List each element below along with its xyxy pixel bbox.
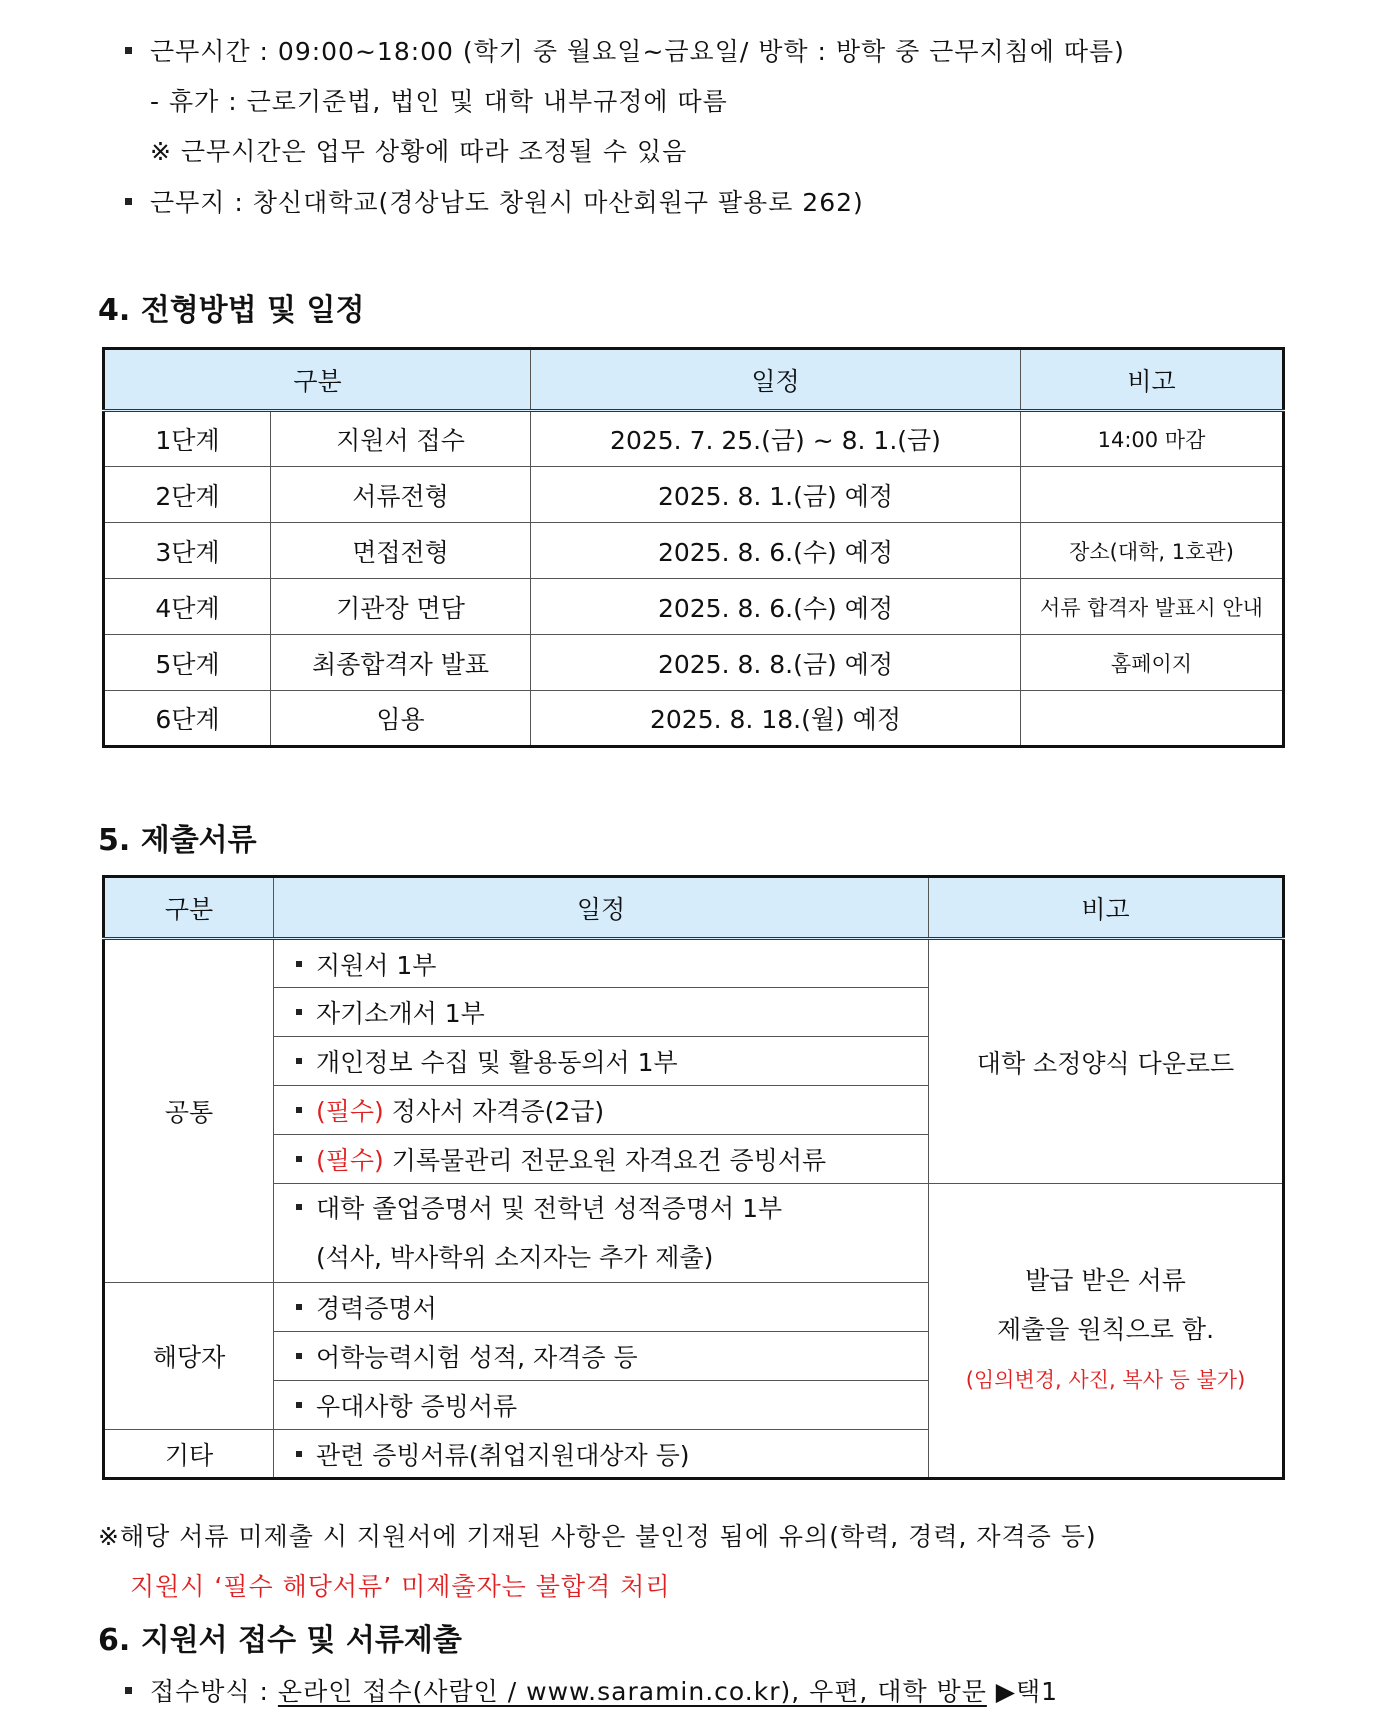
documents-table	[102, 875, 1285, 1480]
work-hours-note: ※ 근무시간은 업무 상황에 따라 조정될 수 있음	[150, 137, 688, 166]
table-row	[104, 467, 1284, 523]
bullet-icon	[125, 47, 132, 54]
doc-item: 개인정보 수집 및 활용동의서 1부	[274, 1037, 929, 1086]
bullet-icon	[296, 1304, 302, 1310]
note-download: 대학 소정양식 다운로드	[929, 939, 1284, 1184]
doc-item: 지원서 1부	[274, 939, 929, 988]
bullet-icon	[296, 1204, 302, 1210]
stage-name-cell: 임용	[271, 691, 531, 747]
doc-item: 관련 증빙서류(취업지원대상자 등)	[274, 1430, 929, 1479]
category-other: 기타	[104, 1430, 274, 1479]
doc-item: (필수) 정사서 자격증(2급)	[274, 1086, 929, 1135]
doc-item: (필수) 기록물관리 전문요원 자격요건 증빙서류	[274, 1135, 929, 1184]
table-row	[104, 411, 1284, 467]
stage-name-cell: 서류전형	[271, 467, 531, 523]
stage-name-cell: 지원서 접수	[271, 411, 531, 467]
bullet-icon	[296, 1107, 302, 1113]
doc-item: 자기소개서 1부	[274, 988, 929, 1037]
doc-item: 대학 졸업증명서 및 전학년 성적증명서 1부 (석사, 박사학위 소지자는 추가 제출)	[274, 1184, 929, 1283]
date-cell: 2025. 8. 6.(수) 예정	[531, 523, 1021, 579]
vacation-line: - 휴가 : 근로기준법, 법인 및 대학 내부규정에 따름	[150, 87, 728, 116]
section5-title: 5. 제출서류	[98, 823, 257, 858]
category-common: 공통	[104, 939, 274, 1283]
stage-cell: 3단계	[104, 523, 271, 579]
docs-header-items: 일정	[274, 877, 929, 939]
schedule-table	[102, 347, 1285, 748]
note-issued: 발급 받은 서류 제출을 원칙으로 함. (임의변경, 사진, 복사 등 불가)	[929, 1184, 1284, 1479]
table-row	[104, 635, 1284, 691]
category-applicable: 해당자	[104, 1283, 274, 1430]
note-cell	[1021, 467, 1284, 523]
schedule-header-category: 구분	[104, 349, 531, 411]
documents-footnote: ※해당 서류 미제출 시 지원서에 기재된 사항은 불인정 됨에 유의(학력, 경력, 자격증 등)	[98, 1522, 1097, 1551]
table-row	[104, 579, 1284, 635]
bullet-icon	[296, 961, 302, 967]
stage-cell: 2단계	[104, 467, 271, 523]
section6-title: 6. 지원서 접수 및 서류제출	[98, 1623, 462, 1658]
bullet-icon	[125, 1687, 132, 1694]
schedule-header-date: 일정	[531, 349, 1021, 411]
table-row	[104, 1184, 1284, 1283]
bullet-icon	[296, 1156, 302, 1162]
bullet-icon	[296, 1058, 302, 1064]
doc-item: 경력증명서	[274, 1283, 929, 1332]
required-tag: (필수)	[316, 1097, 384, 1126]
table-row	[104, 691, 1284, 747]
date-cell: 2025. 8. 8.(금) 예정	[531, 635, 1021, 691]
date-cell: 2025. 8. 1.(금) 예정	[531, 467, 1021, 523]
docs-header-note: 비고	[929, 877, 1284, 939]
bullet-icon	[296, 1353, 302, 1359]
doc-item: 어학능력시험 성적, 자격증 등	[274, 1332, 929, 1381]
bullet-icon	[296, 1009, 302, 1015]
documents-warning: 지원시 ‘필수 해당서류’ 미제출자는 불합격 처리	[130, 1572, 671, 1601]
date-cell: 2025. 7. 25.(금) ~ 8. 1.(금)	[531, 411, 1021, 467]
note-cell: 장소(대학, 1호관)	[1021, 523, 1284, 579]
table-row	[104, 523, 1284, 579]
stage-name-cell: 기관장 면담	[271, 579, 531, 635]
note-cell: 홈페이지	[1021, 635, 1284, 691]
work-hours-line: 근무시간 : 09:00~18:00 (학기 중 월요일~금요일/ 방학 : 방학 중 근무지침에 따름)	[125, 32, 1125, 68]
stage-cell: 6단계	[104, 691, 271, 747]
bullet-icon	[296, 1451, 302, 1457]
docs-header-category: 구분	[104, 877, 274, 939]
table-row	[104, 939, 1284, 988]
bullet-icon	[296, 1402, 302, 1408]
required-tag: (필수)	[316, 1146, 384, 1175]
note-cell: 14:00 마감	[1021, 411, 1284, 467]
date-cell: 2025. 8. 18.(월) 예정	[531, 691, 1021, 747]
bullet-icon	[125, 198, 132, 205]
section4-title: 4. 전형방법 및 일정	[98, 293, 365, 328]
schedule-header-note: 비고	[1021, 349, 1284, 411]
doc-item: 우대사항 증빙서류	[274, 1381, 929, 1430]
stage-cell: 5단계	[104, 635, 271, 691]
note-cell: 서류 합격자 발표시 안내	[1021, 579, 1284, 635]
submission-method-line: 접수방식 : 온라인 접수(사람인 / www.saramin.co.kr), 우편, 대학 방문 ▶택1	[125, 1672, 1058, 1708]
stage-cell: 1단계	[104, 411, 271, 467]
stage-cell: 4단계	[104, 579, 271, 635]
stage-name-cell: 면접전형	[271, 523, 531, 579]
date-cell: 2025. 8. 6.(수) 예정	[531, 579, 1021, 635]
workplace-line: 근무지 : 창신대학교(경상남도 창원시 마산회원구 팔용로 262)	[125, 183, 864, 219]
stage-name-cell: 최종합격자 발표	[271, 635, 531, 691]
note-cell	[1021, 691, 1284, 747]
